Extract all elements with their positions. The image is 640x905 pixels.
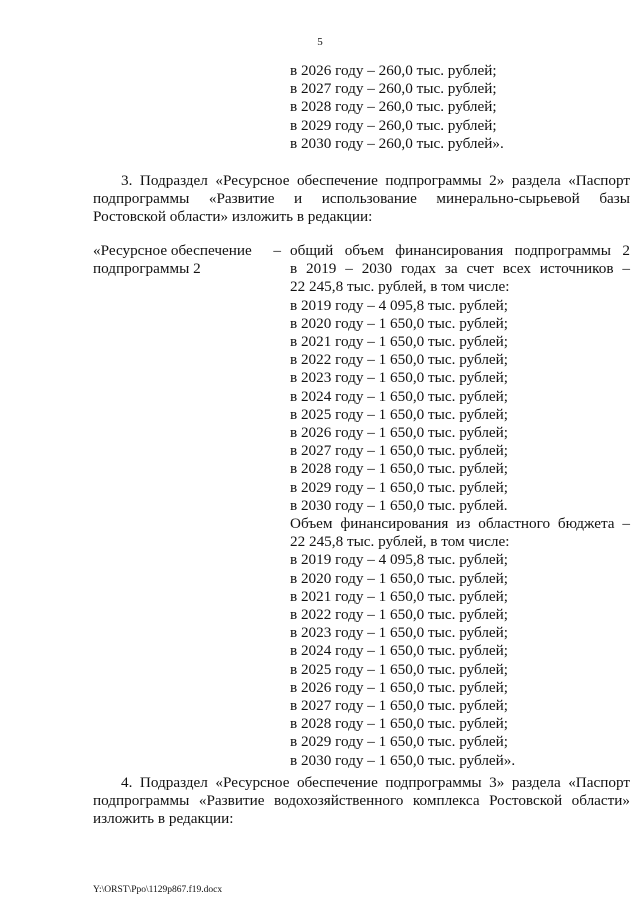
list-item: в 2021 году – 1 650,0 тыс. рублей; xyxy=(290,587,508,605)
paragraph-line: 3. Подраздел «Ресурсное обеспечение подпрограммы 2» раздела «Паспорт xyxy=(121,172,630,189)
label-text: «Ресурсное обеспечение xyxy=(93,242,252,259)
total-years-list xyxy=(290,297,630,515)
list-item: в 2023 году – 1 650,0 тыс. рублей; xyxy=(290,369,508,387)
list-item: в 2025 году – 1 650,0 тыс. рублей; xyxy=(290,660,508,678)
list-item: в 2027 году – 1 650,0 тыс. рублей; xyxy=(290,442,508,460)
list-item: в 2030 году – 1 650,0 тыс. рублей». xyxy=(290,751,516,769)
list-item: в 2022 году – 1 650,0 тыс. рублей; xyxy=(290,606,508,624)
paragraph-3 xyxy=(93,172,630,227)
list-item: в 2029 году – 260,0 тыс. рублей; xyxy=(290,116,497,134)
paragraph-line: Ростовской области» изложить в редакции: xyxy=(93,208,373,226)
list-item: в 2028 году – 1 650,0 тыс. рублей; xyxy=(290,715,508,733)
table-label-cell xyxy=(93,242,281,278)
page-number: 5 xyxy=(317,36,323,48)
paragraph-line: изложить в редакции: xyxy=(93,810,234,828)
list-item: в 2020 году – 1 650,0 тыс. рублей; xyxy=(290,314,508,332)
label-dash: – xyxy=(273,242,281,259)
regional-intro-line: Объем финансирования из областного бюджета – xyxy=(290,515,630,533)
paragraph-line: подпрограммы «Развитие и использование минерально-сырьевой базы xyxy=(93,190,630,208)
funding-list-continuation xyxy=(93,62,630,153)
label-line xyxy=(93,242,281,260)
regional-years-list xyxy=(290,551,630,769)
list-item: в 2019 году – 4 095,8 тыс. рублей; xyxy=(290,551,508,569)
list-item: в 2020 году – 1 650,0 тыс. рублей; xyxy=(290,569,508,587)
list-item: в 2027 году – 1 650,0 тыс. рублей; xyxy=(290,697,508,715)
paragraph-4 xyxy=(93,774,630,829)
list-item: в 2022 году – 1 650,0 тыс. рублей; xyxy=(290,351,508,369)
list-item: в 2028 году – 1 650,0 тыс. рублей; xyxy=(290,460,508,478)
intro-line: 22 245,8 тыс. рублей, в том числе: xyxy=(290,278,510,296)
list-item: в 2025 году – 1 650,0 тыс. рублей; xyxy=(290,405,508,423)
list-item: в 2019 году – 4 095,8 тыс. рублей; xyxy=(290,296,508,314)
list-item: в 2028 году – 260,0 тыс. рублей; xyxy=(290,98,497,116)
list-item: в 2029 году – 1 650,0 тыс. рублей; xyxy=(290,733,508,751)
paragraph-line: подпрограммы «Развитие водохозяйственного комплекса Ростовской области» xyxy=(93,792,630,810)
list-item: в 2023 году – 1 650,0 тыс. рублей; xyxy=(290,624,508,642)
paragraph-line: 4. Подраздел «Ресурсное обеспечение подпрограммы 3» раздела «Паспорт xyxy=(121,774,630,791)
label-line: подпрограммы 2 xyxy=(93,260,201,278)
file-path-footer: Y:\ORST\Ppo\1129p867.f19.docx xyxy=(93,885,223,895)
list-item: в 2030 году – 1 650,0 тыс. рублей. xyxy=(290,496,508,514)
intro-line: общий объем финансирования подпрограммы 2 xyxy=(290,242,630,259)
list-item: в 2026 году – 1 650,0 тыс. рублей; xyxy=(290,424,508,442)
intro-line: в 2019 – 2030 годах за счет всех источников – xyxy=(290,260,630,278)
list-item: в 2029 году – 1 650,0 тыс. рублей; xyxy=(290,478,508,496)
list-item: в 2026 году – 1 650,0 тыс. рублей; xyxy=(290,678,508,696)
list-item: в 2024 году – 1 650,0 тыс. рублей; xyxy=(290,387,508,405)
list-item: в 2026 году – 260,0 тыс. рублей; xyxy=(290,62,497,79)
table-value-cell xyxy=(290,242,630,770)
list-item: в 2021 году – 1 650,0 тыс. рублей; xyxy=(290,333,508,351)
list-item: в 2024 году – 1 650,0 тыс. рублей; xyxy=(290,642,508,660)
list-item: в 2030 году – 260,0 тыс. рублей». xyxy=(290,134,504,152)
list-item: в 2027 году – 260,0 тыс. рублей; xyxy=(290,80,497,98)
regional-intro-line: 22 245,8 тыс. рублей, в том числе: xyxy=(290,533,510,551)
